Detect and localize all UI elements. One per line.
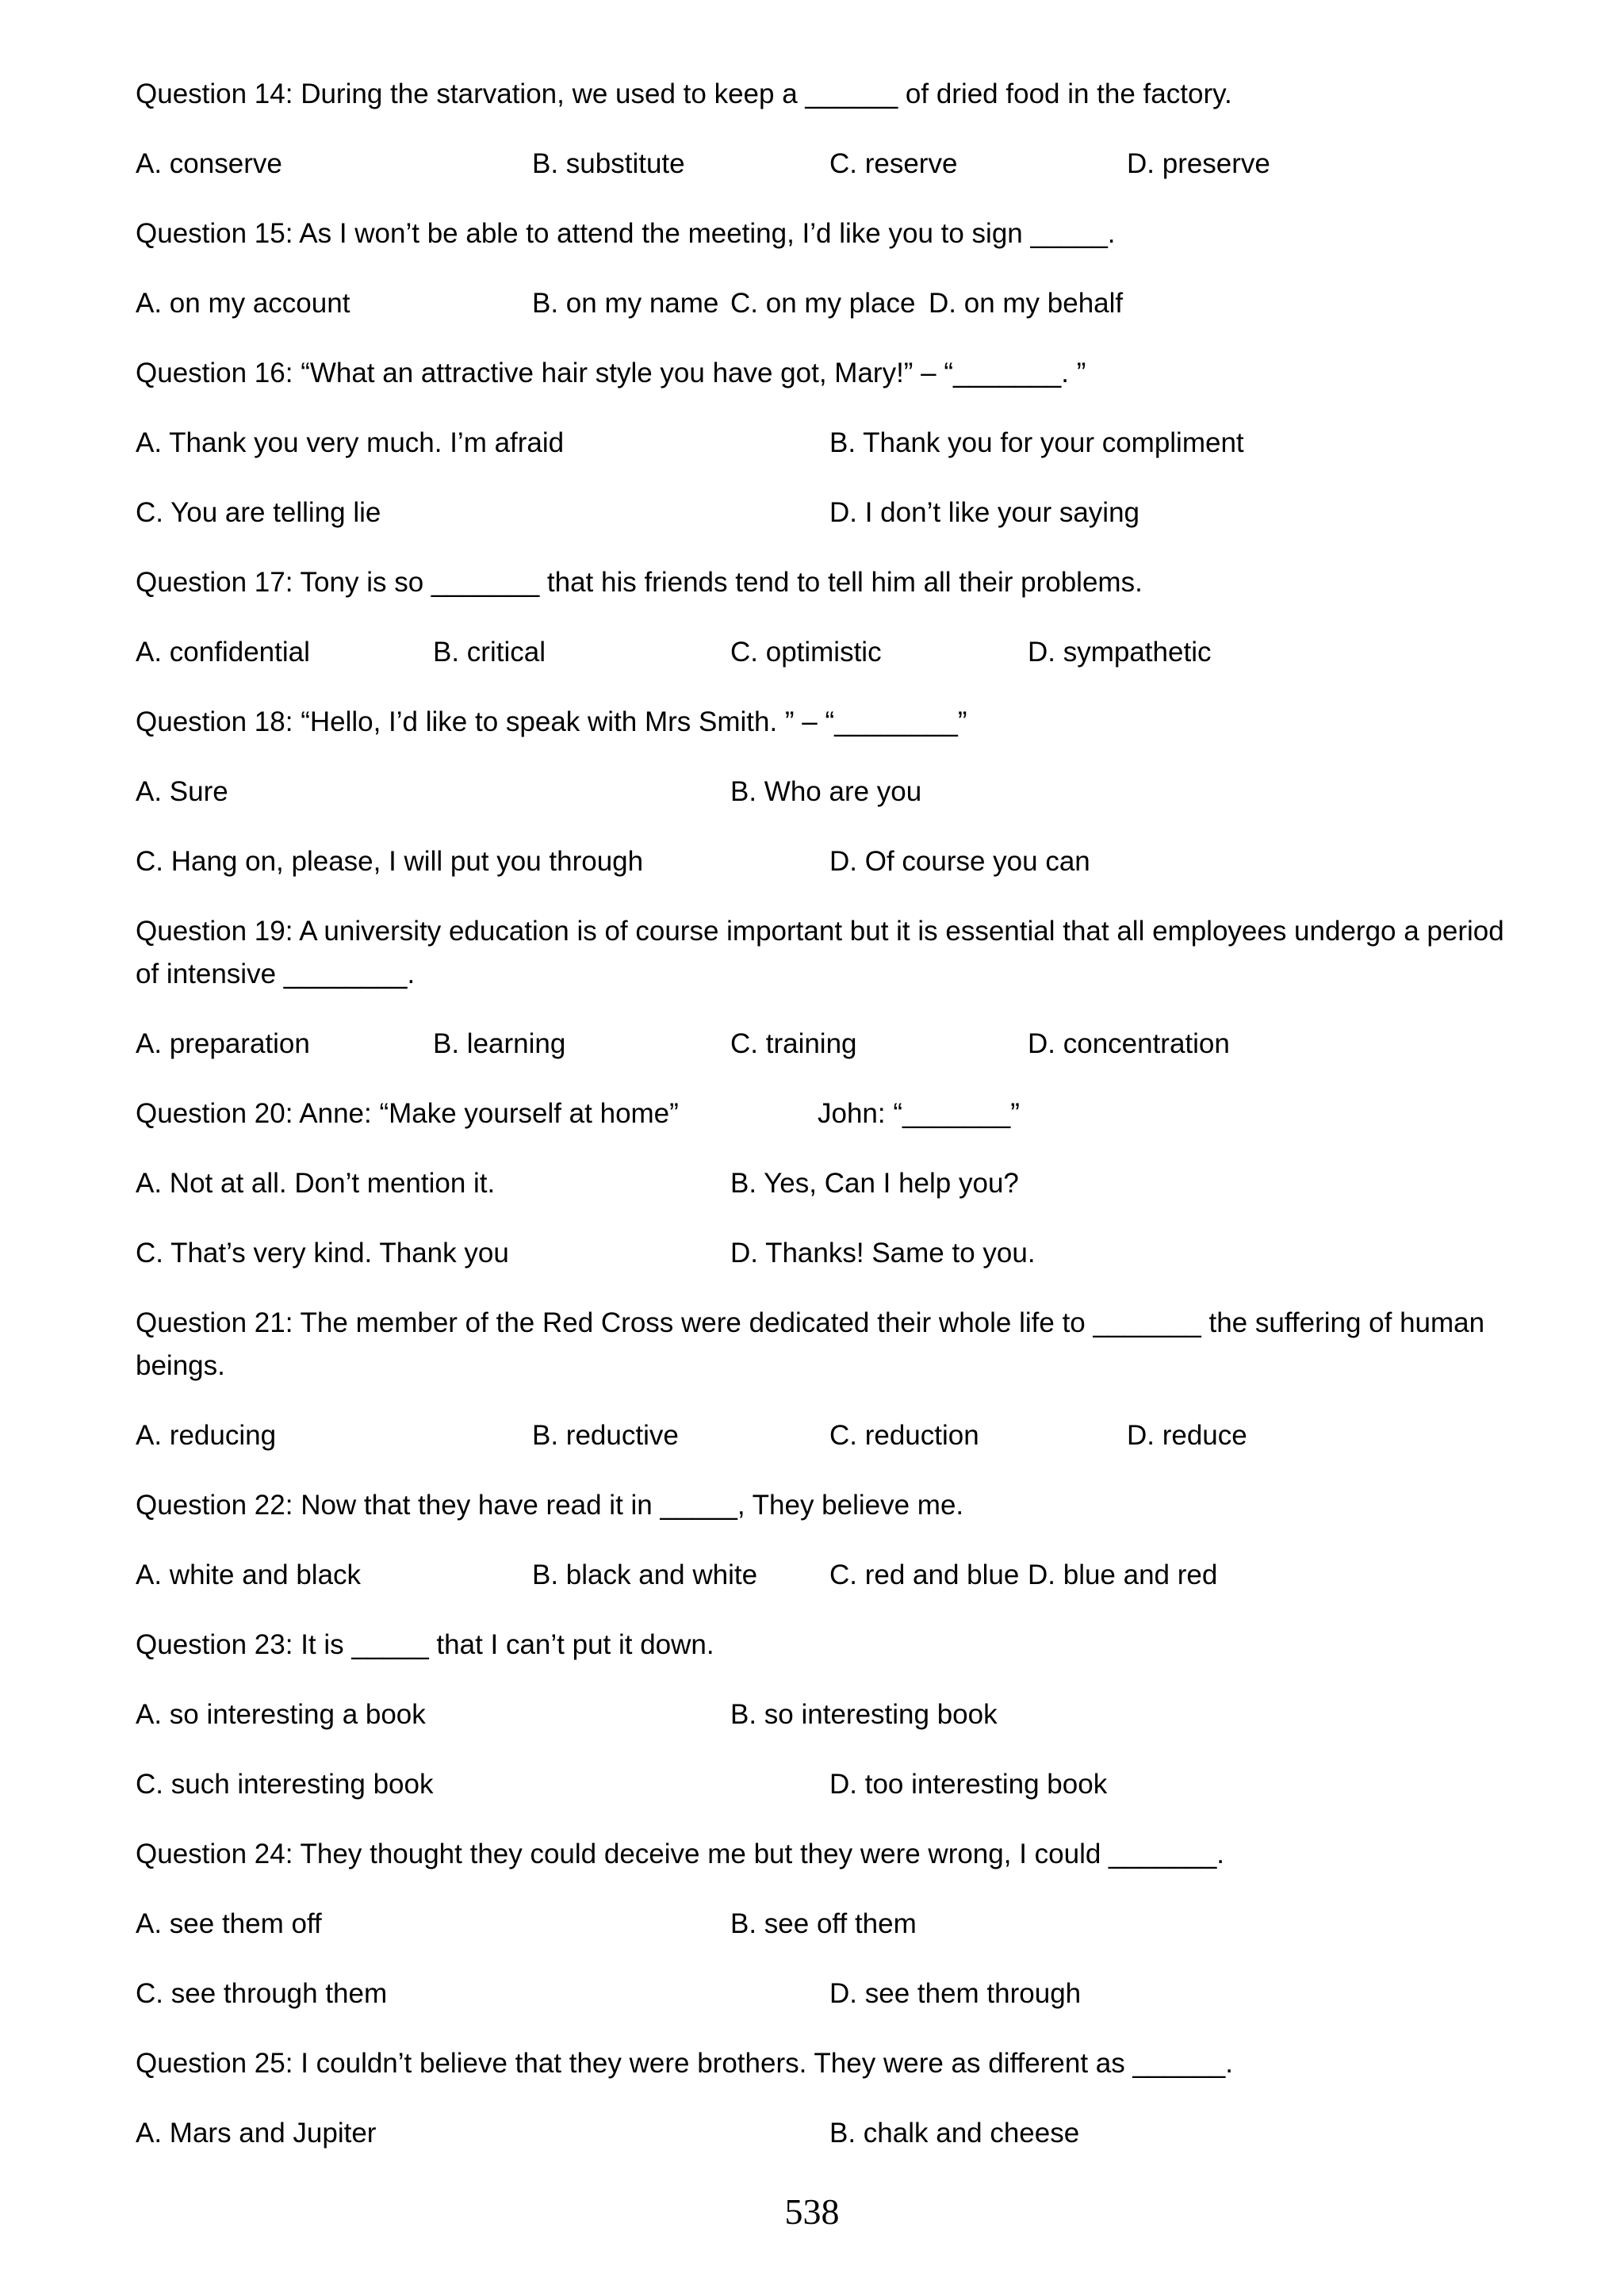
question-14-option-a: A. conserve bbox=[136, 148, 282, 179]
question-15-option-a: A. on my account bbox=[136, 288, 350, 319]
question-24-option-d: D. see them through bbox=[829, 1978, 1082, 2009]
question-20-option-a: A. Not at all. Don’t mention it. bbox=[136, 1168, 496, 1199]
question-20-option-c: C. That’s very kind. Thank you bbox=[136, 1238, 509, 1269]
question-16-option-d: D. I don’t like your saying bbox=[829, 497, 1140, 528]
question-16-stem: Question 16: “What an attractive hair style you have got, Mary!” – “_______. ” bbox=[136, 358, 1086, 388]
question-23-option-d: D. too interesting book bbox=[829, 1769, 1108, 1800]
question-22-option-c: C. red and blue bbox=[829, 1559, 1020, 1590]
question-22-option-b: B. black and white bbox=[532, 1559, 758, 1590]
question-19-option-b: B. learning bbox=[433, 1028, 566, 1059]
question-19-stem: Question 19: A university education is of course important but it is essential that all employees undergo a period of intensive ________. bbox=[136, 916, 1504, 989]
question-14-option-b: B. substitute bbox=[532, 148, 685, 179]
question-20-option-b: B. Yes, Can I help you? bbox=[730, 1168, 1019, 1199]
question-14-stem: Question 14: During the starvation, we used to keep a ______ of dried food in the factory. bbox=[136, 78, 1232, 109]
question-24-option-b: B. see off them bbox=[730, 1908, 917, 1939]
question-19-option-d: D. concentration bbox=[1028, 1028, 1230, 1059]
question-18-option-b: B. Who are you bbox=[730, 776, 922, 807]
question-18-stem: Question 18: “Hello, I’d like to speak with Mrs Smith. ” – “________” bbox=[136, 706, 967, 737]
question-17-option-d: D. sympathetic bbox=[1028, 637, 1212, 668]
question-22-option-a: A. white and black bbox=[136, 1559, 362, 1590]
question-21-option-d: D. reduce bbox=[1127, 1420, 1247, 1451]
question-20-option-d: D. Thanks! Same to you. bbox=[730, 1238, 1036, 1269]
question-22-stem: Question 22: Now that they have read it in _____, They believe me. bbox=[136, 1490, 964, 1521]
question-18-option-c: C. Hang on, please, I will put you through bbox=[136, 846, 644, 877]
question-25-option-a: A. Mars and Jupiter bbox=[136, 2118, 377, 2149]
question-14-option-c: C. reserve bbox=[829, 148, 958, 179]
question-20-stem-response: John: “_______” bbox=[818, 1098, 1020, 1129]
question-17-option-a: A. confidential bbox=[136, 637, 310, 668]
question-15-option-b: B. on my name bbox=[532, 288, 719, 319]
question-23-option-a: A. so interesting a book bbox=[136, 1699, 426, 1730]
question-17-option-c: C. optimistic bbox=[730, 637, 882, 668]
question-16-option-c: C. You are telling lie bbox=[136, 497, 381, 528]
question-14-option-d: D. preserve bbox=[1127, 148, 1270, 179]
question-15-option-c: C. on my place bbox=[730, 288, 916, 319]
question-15-option-d: D. on my behalf bbox=[929, 288, 1124, 319]
question-19-option-c: C. training bbox=[730, 1028, 857, 1059]
question-22-option-d: D. blue and red bbox=[1028, 1559, 1218, 1590]
question-23-stem: Question 23: It is _____ that I can’t put it down. bbox=[136, 1629, 714, 1660]
question-21-option-c: C. reduction bbox=[829, 1420, 979, 1451]
question-20-stem: Question 20: Anne: “Make yourself at home” bbox=[136, 1098, 679, 1129]
question-16-option-a: A. Thank you very much. I’m afraid bbox=[136, 427, 565, 458]
question-21-stem: Question 21: The member of the Red Cross were dedicated their whole life to _______ the suffering of human beings. bbox=[136, 1307, 1485, 1381]
question-17-option-b: B. critical bbox=[433, 637, 546, 668]
question-23-option-b: B. so interesting book bbox=[730, 1699, 998, 1730]
question-21-option-a: A. reducing bbox=[136, 1420, 277, 1451]
question-23-option-c: C. such interesting book bbox=[136, 1769, 434, 1800]
question-15-stem: Question 15: As I won’t be able to attend the meeting, I’d like you to sign _____. bbox=[136, 218, 1116, 249]
question-17-stem: Question 17: Tony is so _______ that his friends tend to tell him all their problems. bbox=[136, 567, 1143, 598]
question-16-option-b: B. Thank you for your compliment bbox=[829, 427, 1244, 458]
question-19-option-a: A. preparation bbox=[136, 1028, 310, 1059]
question-18-option-d: D. Of course you can bbox=[829, 846, 1090, 877]
question-25-option-b: B. chalk and cheese bbox=[829, 2118, 1080, 2149]
question-18-option-a: A. Sure bbox=[136, 776, 228, 807]
question-21-option-b: B. reductive bbox=[532, 1420, 679, 1451]
question-24-option-c: C. see through them bbox=[136, 1978, 388, 2009]
question-24-option-a: A. see them off bbox=[136, 1908, 322, 1939]
page-number: 538 bbox=[784, 2191, 840, 2232]
question-25-stem: Question 25: I couldn’t believe that they were brothers. They were as different as ______. bbox=[136, 2048, 1233, 2079]
question-24-stem: Question 24: They thought they could deceive me but they were wrong, I could _______. bbox=[136, 1839, 1225, 1869]
